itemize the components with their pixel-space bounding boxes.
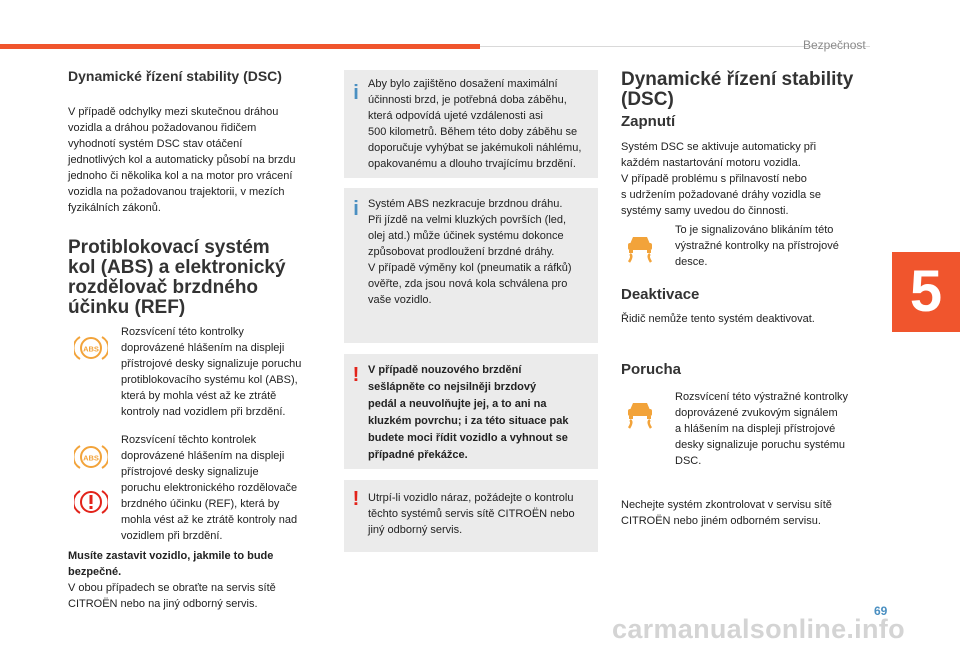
warning-box-emergency-braking xyxy=(344,354,598,469)
info-icon: i xyxy=(353,82,359,104)
fault-paragraph: Nechejte systém zkontrolovat v servisu sítě CITROËN nebo jiném odborném servisu. xyxy=(621,499,832,527)
info-box-break-in xyxy=(344,70,598,178)
ref-icon-description: Rozsvícení těchto kontrolek doprovázené hlášením na displeji přístrojové desky signalizuje poruchu elektronického rozdělovače brzdného účinku (REF), která by mohla vést až ke ztrátě kontroly nad vozidlem při brzdění. xyxy=(121,434,298,542)
on-heading: Zapnutí xyxy=(621,113,676,130)
fault-heading: Porucha xyxy=(621,361,682,378)
warning-text-collision: Utrpí-li vozidlo náraz, požádejte o kontrolu těchto systémů servis sítě CITROËN nebo jiný odborný servis. xyxy=(368,492,575,536)
header-accent-bar xyxy=(0,44,480,49)
watermark: carmanualsonline.info xyxy=(612,614,905,644)
dsc-skid-icon xyxy=(621,228,659,264)
warning-box-collision xyxy=(344,480,598,552)
abs-icon-label-2: ABS xyxy=(83,453,99,463)
dsc-paragraph: V případě odchylky mezi skutečnou dráhou vozidla a dráhou požadovanou řidičem vyhodnotí systém DSC stav otáčení jednotlivých kol a automaticky působí na brzdu jednoho či několika kol a na motor pro vrácení vozidla na požadovanou trajektorii, v mezích fyzikálních zákonů. xyxy=(68,106,296,214)
abs-icon-label: ABS xyxy=(83,344,99,354)
abs-icon-description: Rozsvícení této kontrolky doprovázené hlášením na displeji přístrojové desky signalizuje poruchu protiblokovacího systému kol (ABS), která by mohla vést až ke ztrátě kontroly nad vozidlem při brzdění. xyxy=(121,326,302,418)
on-paragraph: Systém DSC se aktivuje automaticky při každém nastartování motoru vozidla. V případě problému s přilnavostí nebo s udržením požadované dráhy vozidla se systémy samy uvedou do činnosti. xyxy=(621,141,821,217)
chapter-tab: 5 xyxy=(892,252,960,332)
info-text-break-in: Aby bylo zajištěno dosažení maximální účinnosti brzd, je potřebná doba záběhu, která odpovídá ujeté vzdálenosti asi 500 kilometrů. Během této doby záběhu se doporučuje vyhýbat se jakémukoli náhlému, opakovanému a dlouho trvajícímu brzdění. xyxy=(368,78,582,170)
dsc-icon-description: To je signalizováno blikáním této výstražné kontrolky na přístrojové desce. xyxy=(675,224,839,268)
stop-vehicle-note: Musíte zastavit vozidlo, jakmile to bude bezpečné. xyxy=(68,550,274,578)
page-number: 69 xyxy=(874,604,888,618)
warning-icon: ! xyxy=(352,364,360,386)
info-text-abs: Systém ABS nezkracuje brzdnou dráhu. Při jízdě na velmi kluzkých površích (led, olej atd.) může účinek systému dokonce způsobovat prodloužení brzdné dráhy. V případě výměny kol (pneumatik a ráfků) ověřte, zda jsou nová kola schválena pro vaše vozidlo. xyxy=(368,198,572,306)
dsc-heading: Dynamické řízení stability (DSC) xyxy=(68,68,282,84)
warning-icon: ! xyxy=(352,488,360,510)
off-paragraph: Řidič nemůže tento systém deaktivovat. xyxy=(621,313,815,325)
service-note: V obou případech se obraťte na servis sítě CITROËN nebo na jiný odborný servis. xyxy=(68,582,276,610)
info-box-abs xyxy=(344,188,598,343)
abs-warning-icon xyxy=(74,333,108,363)
abs-warning-icon-2 xyxy=(74,442,108,472)
info-icon: i xyxy=(353,198,359,220)
off-heading: Deaktivace xyxy=(621,286,700,303)
dsc-main-heading: Dynamické řízení stability (DSC) xyxy=(621,69,854,110)
abs-heading: Protiblokovací systém kol (ABS) a elektronický rozdělovač brzdného účinku (REF) xyxy=(68,237,286,318)
brake-warning-icon xyxy=(74,487,108,517)
section-header: Bezpečnost xyxy=(803,38,866,52)
fault-icon-description: Rozsvícení této výstražné kontrolky doprovázené zvukovým signálem a hlášením na displeji přístrojové desky signalizuje poruchu systému DSC. xyxy=(675,391,849,467)
warning-text-emergency: V případě nouzového brzdění sešlápněte co nejsilněji brzdový pedál a neuvolňujte jej, a to ani na kluzkém povrchu; i za této situace pak budete moci řídit vozidlo a vyhnout se případné překážce. xyxy=(368,364,569,461)
dsc-fault-icon xyxy=(621,394,659,430)
